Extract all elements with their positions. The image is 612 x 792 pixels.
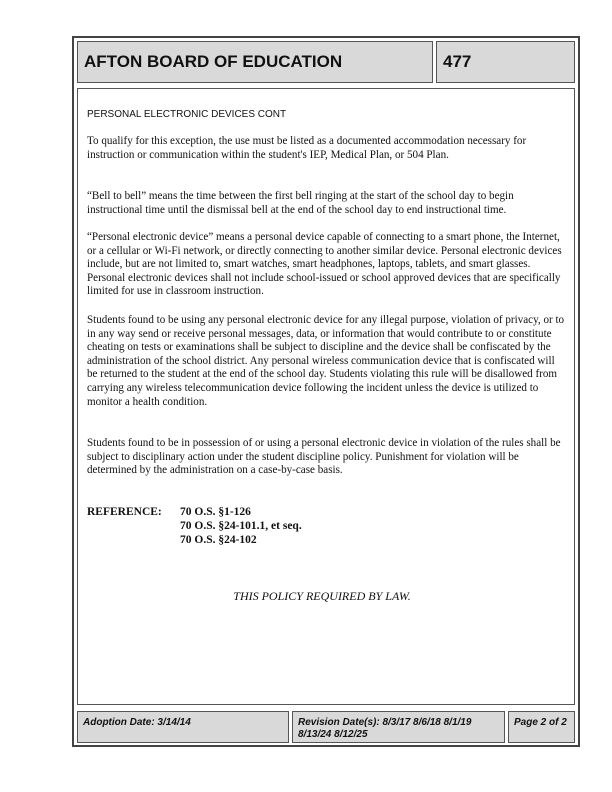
footer [74,708,578,746]
reference-label: REFERENCE: [87,506,162,518]
adoption-date: Adoption Date: 3/14/14 [77,711,289,743]
board-title: AFTON BOARD OF EDUCATION [77,41,433,83]
paragraph-accommodation: To qualify for this exception, the use must be listed as a documented accommodation necessary for instruction or communication within the student's IEP, Medical Plan, or 504 Plan. [87,135,527,161]
paragraph-bell-to-bell: “Bell to bell” means the time between the first bell ringing at the start of the school day to begin instructional time until the dismissal bell at the end of the school day to end instructional time. [87,190,514,216]
reference-item: 70 O.S. §24-101.1, et seq. [180,520,302,532]
reference-item: 70 O.S. §1-126 [180,506,251,518]
paragraph-illegal-use: Students found to be using any personal electronic device for any illegal purpose, violation of privacy, or to in any way send or receive personal messages, data, or information that would contribute to or constitute cheating on tests or examinations shall be subject to discipline and the device shall be confiscated by the administration of the school district. Any personal wireless communication device that is confiscated will be returned to the student at the end of the school day. Students violating this rule will be disallowed from carrying any wireless telecommunication device following the incident unless the device is utilized to monitor a health condition. [87,314,565,408]
page-number: Page 2 of 2 [508,711,575,743]
law-statement: THIS POLICY REQUIRED BY LAW. [233,589,411,603]
paragraph-discipline: Students found to be in possession of or using a personal electronic device in violation of the rules shall be subject to disciplinary action under the student discipline policy. Punishment for violation will be determined by the administration on a case-by-case basis. [87,437,561,477]
paragraph-device-definition: “Personal electronic device” means a personal device capable of connecting to a smart phone, the Internet, or a cellular or Wi-Fi network, or directly connecting to another similar device. Personal electronic devices include, but are not limited to, smart watches, smart headphones, laptops, tablets, and smart glasses. Personal electronic devices shall not include school-issued or school approved devices that are specifically limited for use in classroom instruction. [87,231,562,298]
section-heading: PERSONAL ELECTRONIC DEVICES CONT [87,109,287,120]
reference-item: 70 O.S. §24-102 [180,534,257,546]
policy-number: 477 [436,41,575,83]
revision-dates: Revision Date(s): 8/3/17 8/6/18 8/1/19 8/13/24 8/12/25 [292,711,505,743]
header [74,38,578,88]
